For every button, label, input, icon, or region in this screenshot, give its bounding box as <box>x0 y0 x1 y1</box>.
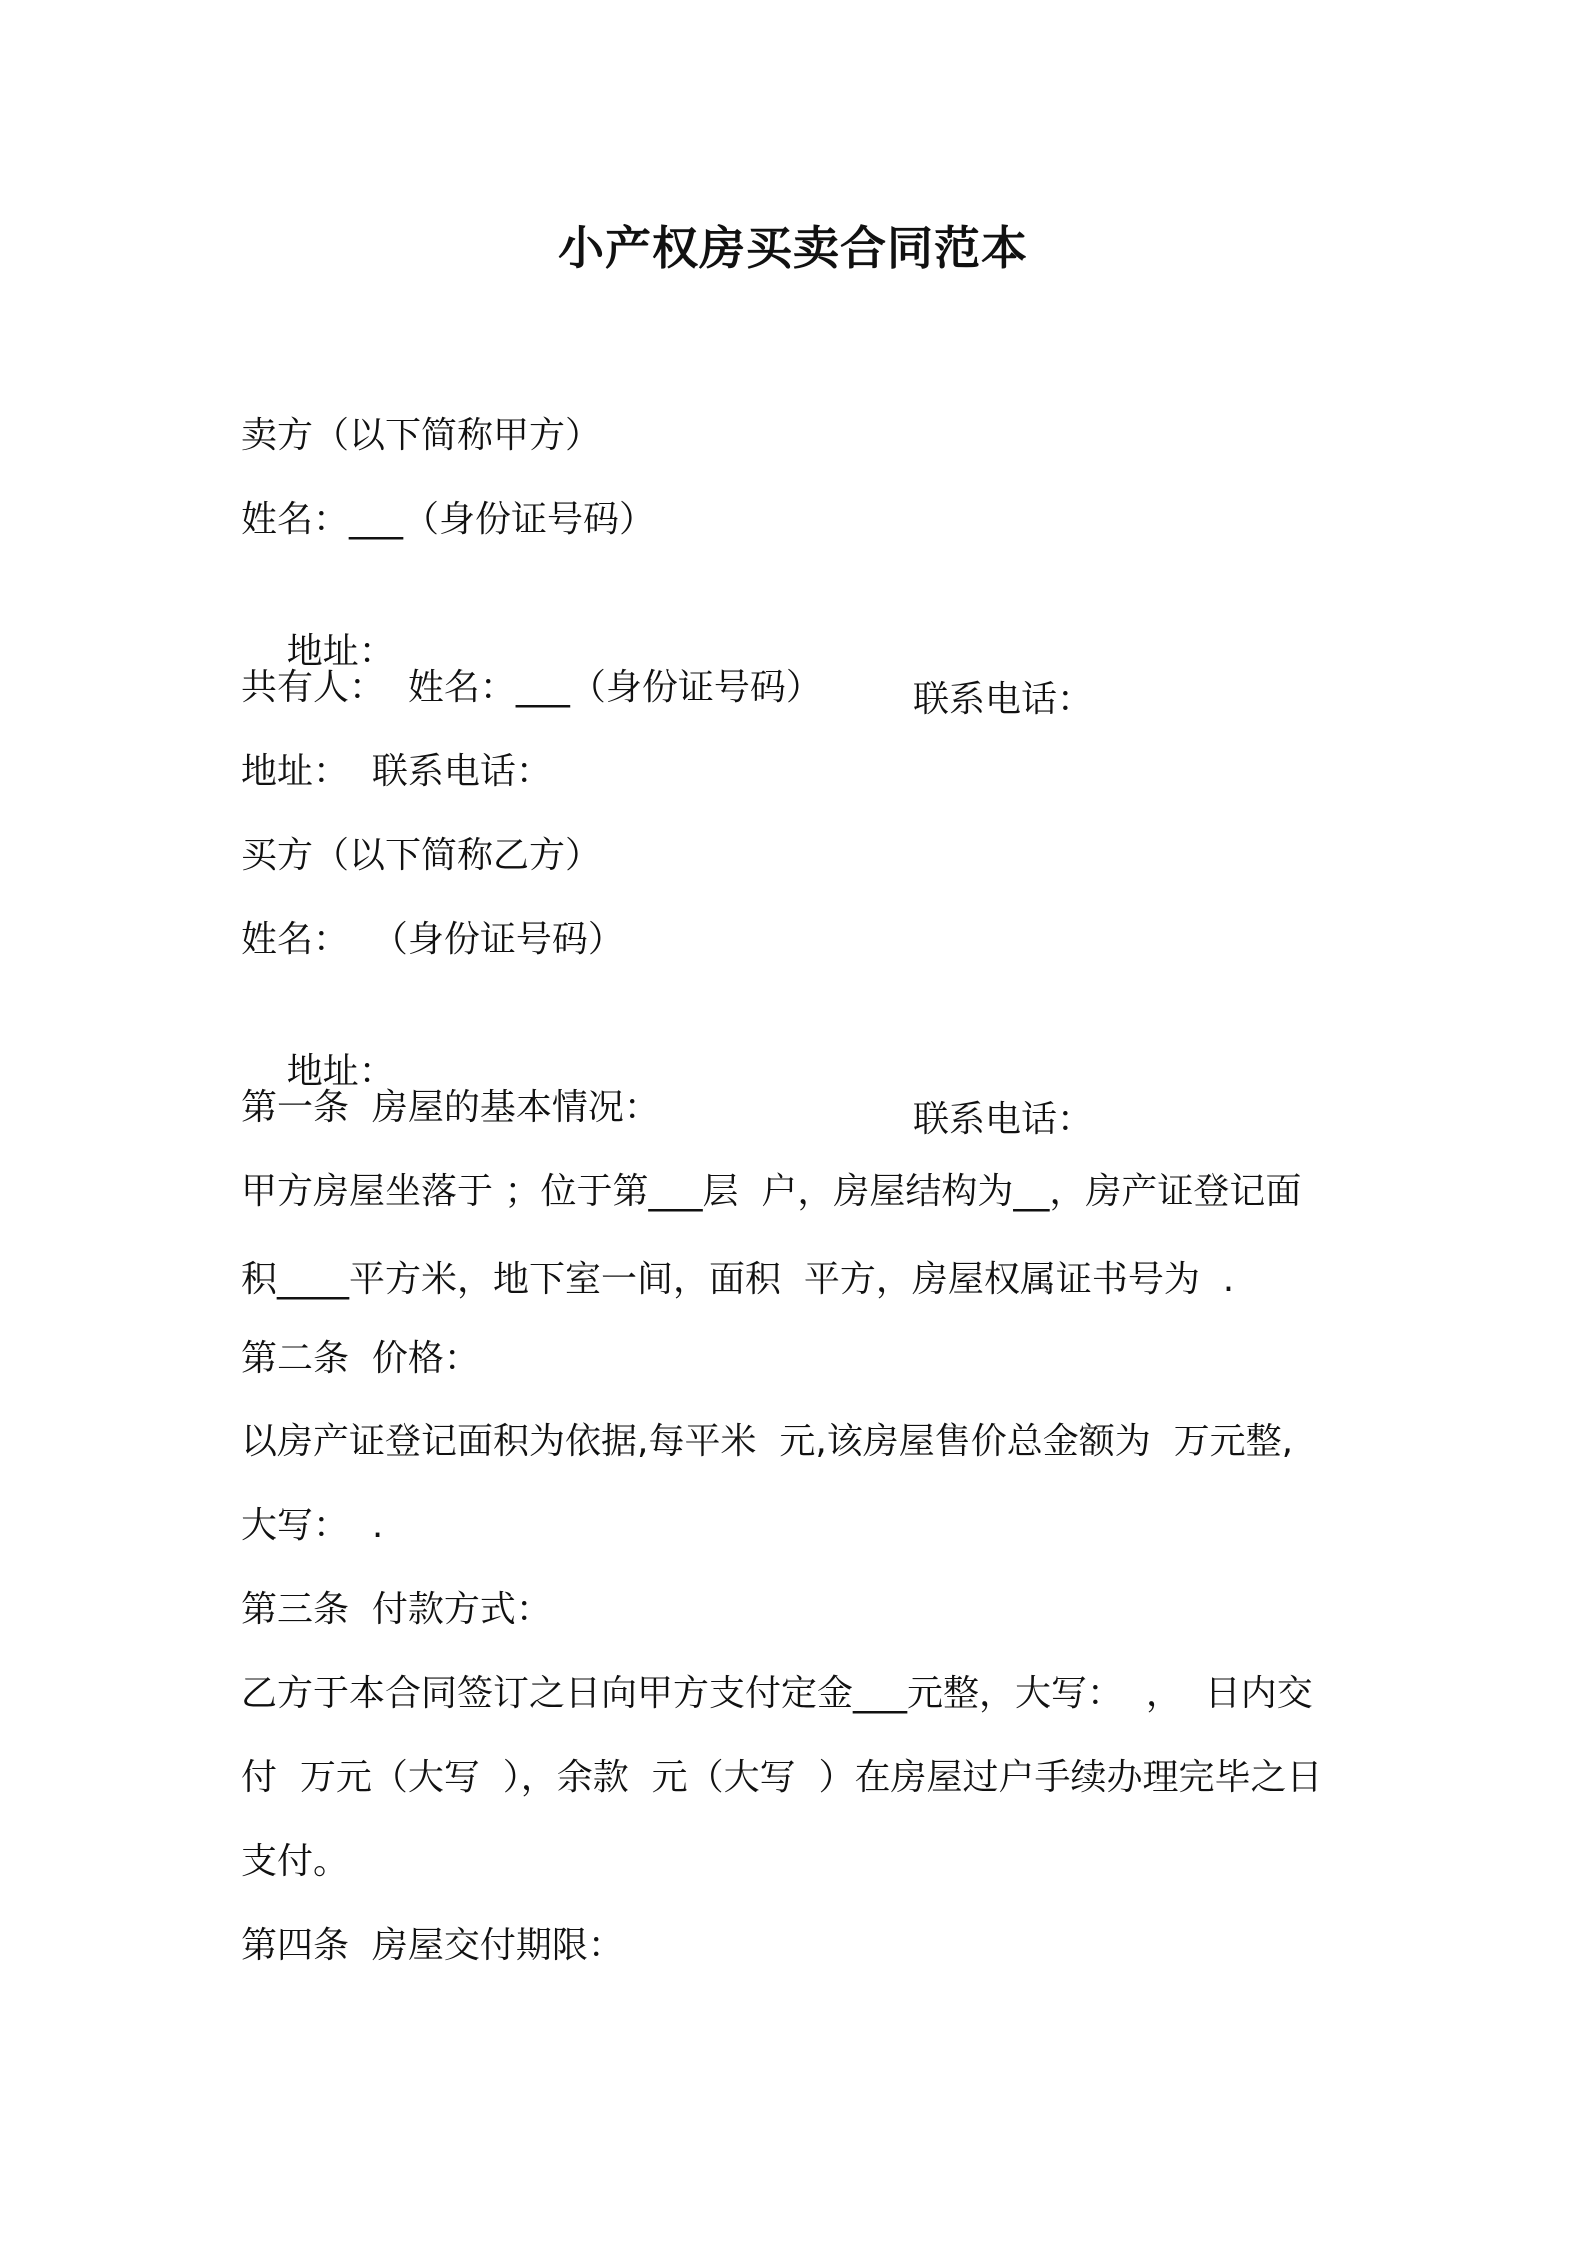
buyer-phone: 联系电话： <box>913 1099 1094 1140</box>
seller-address: 地址： <box>286 631 395 672</box>
article3-line2: 付 万元（大写 ），余款 元（大写 ）在房屋过户手续办理完毕之日 <box>241 1757 1323 1798</box>
article1-line1: 甲方房屋坐落于 ；位于第___层 户，房屋结构为__，房产证登记面 <box>241 1171 1302 1212</box>
article3-line3: 支付。 <box>241 1841 350 1882</box>
seller-name: 姓名：___（身份证号码） <box>241 499 656 540</box>
coowner-contact: 地址： 联系电话： <box>241 751 552 792</box>
article1-line2: 积____平方米，地下室一间，面积 平方，房屋权属证书号为 . <box>241 1259 1235 1300</box>
article4-title: 第四条 房屋交付期限： <box>241 1925 624 1966</box>
article1-title: 第一条 房屋的基本情况： <box>241 1087 660 1128</box>
seller-phone: 联系电话： <box>913 679 1094 720</box>
article3-line1: 乙方于本合同签订之日向甲方支付定金___元整，大写： ， 日内交 <box>241 1673 1313 1714</box>
seller-heading: 卖方（以下简称甲方） <box>241 415 602 456</box>
buyer-heading: 买方（以下简称乙方） <box>241 835 602 876</box>
article2-line1: 以房产证登记面积为依据,每平米 元,该房屋售价总金额为 万元整, <box>241 1421 1294 1462</box>
document-title: 小产权房买卖合同范本 <box>558 221 1028 275</box>
buyer-address: 地址： <box>286 1051 395 1092</box>
article2-title: 第二条 价格： <box>241 1338 480 1379</box>
buyer-name: 姓名： （身份证号码） <box>241 919 624 960</box>
coowner-name: 共有人： 姓名：___（身份证号码） <box>241 667 822 708</box>
article3-title: 第三条 付款方式： <box>241 1589 552 1630</box>
article2-line2: 大写： . <box>241 1505 384 1546</box>
